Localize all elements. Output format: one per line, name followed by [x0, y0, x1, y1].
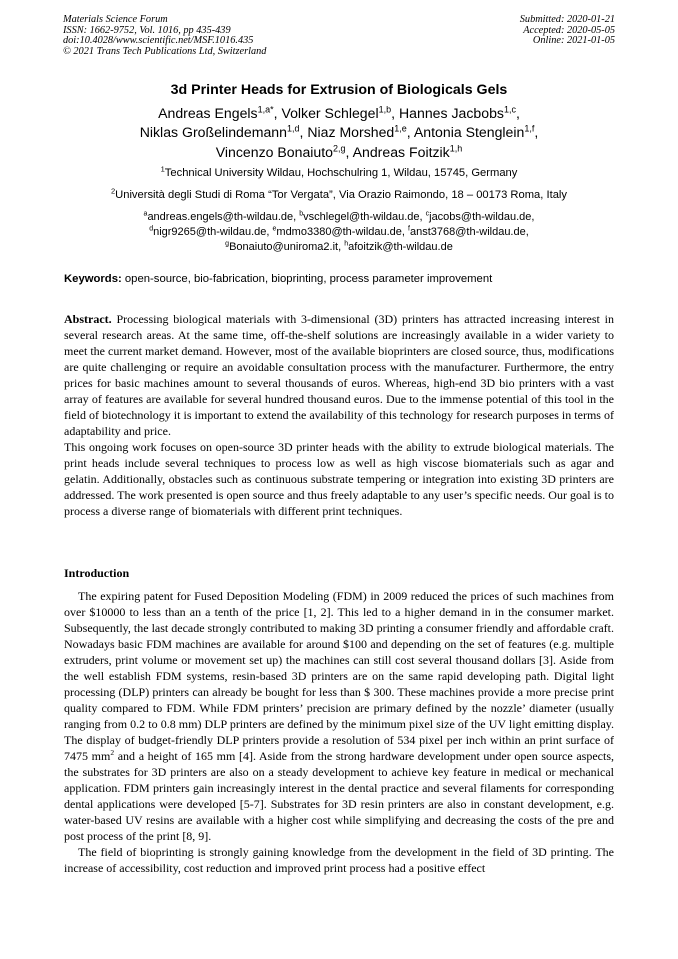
email[interactable]: $^e$mdmo3380@th-wildau.de, — [272, 225, 409, 238]
submitted-date: Submitted: 2020-01-21 — [519, 14, 615, 25]
author: Andreas Engels$^{1,a*}$, — [158, 104, 282, 121]
abstract-paragraph: This ongoing work focuses on open-source 3D printer heads with the ability to extrude biological materials. The print heads include several techniques to process low as well as high viscose biomaterials such as agar and gelatin. Additionally, obstacles such as continuous substrate tempering or integration into existing 3D printers are addressed. The work presented is open source and thus freely adaptable to any user’s specific needs. Our goal is to process a diverse range of biomaterials with different print techniques. — [64, 440, 614, 518]
email[interactable]: $^b$vschlegel@th-wildau.de, — [299, 210, 426, 223]
abstract-label: Abstract. — [64, 312, 112, 326]
affiliation: $^2$Università degli Studi di Roma “Tor Vergata”, Via Orazio Raimondo, 18 – 00173 Roma, Italy — [110, 186, 568, 201]
email[interactable]: $^c$jacobs@th-wildau.de, — [425, 210, 535, 223]
keywords — [64, 273, 624, 285]
email[interactable]: $^g$Bonaiuto@uniroma2.it, — [225, 239, 345, 253]
abstract — [64, 311, 614, 519]
body-paragraph: The field of bioprinting is strongly gaining knowledge from the development in the field of 3D printing. The increase of accessibility, cost reduction and improved print process had a positive effect — [64, 845, 614, 875]
author: Niklas Großelindemann$^{1,d}$, — [139, 123, 308, 141]
issn: ISSN: 1662-9752, Vol. 1016, pp 435-439 — [63, 24, 231, 36]
email[interactable]: $^f$anst3768@th-wildau.de, — [408, 225, 529, 238]
journal-name: Materials Science Forum — [63, 14, 168, 25]
copyright: © 2021 Trans Tech Publications Ltd, Switzerland — [63, 45, 267, 57]
journal-header — [63, 15, 266, 57]
author: Niaz Morshed$^{1,e}$, — [307, 123, 414, 141]
body-paragraph: The expiring patent for Fused Deposition Modeling (FDM) in 2009 reduced the prices of such machines from over $10000 to less than an a tenth of the price [1, 2]. This led to a higher demand in in the consumer market. Subsequently, the last decade strongly contributed to making 3D printing a consumer friendly and affordable craft. Nowadays basic FDM machines are available for around $100 and depending on the set of features (e.g. multiple extruders, print volume or movement set up) the machines can still cost several thousand dollars [3]. Aside from the well establish FDM systems, resin-based 3D printers are on the same rapid developing path. Digital light processing (DLP) printers can already be bought for less than $ 300. These machines provide a more precise print quality compared to FDM. While FDM printers’ precision are primary defined by the nozzle’ diameter (usually ranging from 0.2 to 0.8 mm) DLP printers are defined by the minimum pixel size of the UV light emitting display. The display of budget-friendly DLP printers provide a resolution of 534 pixel per inch within an print surface of 7475 $mm^2$ and a height of 165 mm [4]. Aside from the strong hardware development under open source aspects, the substrates for 3D printers are also on a steady development to achieve key feature in medical or mechanical application. FDM printers gain increasingly interest in the dental practice and several filaments for corresponding dental applications were developed [5-7]. Substrates for 3D resin printers are also in constant development, e.g. water-based UV resins are available with a higher cost while simplifying and decreasing the costs of the pre and post process of the print [8, 9]. — [64, 589, 615, 843]
email[interactable]: $^d$nigr9265@th-wildau.de, — [149, 225, 273, 238]
keywords-label: Keywords: — [64, 273, 122, 285]
email-list — [60, 210, 618, 254]
email[interactable]: $^h$afoitzik@th-wildau.de — [344, 239, 453, 253]
dates-header — [520, 15, 615, 47]
author: Volker Schlegel$^{1,b}$, — [281, 104, 399, 121]
doi: doi:10.4028/www.scientific.net/MSF.1016.435 — [63, 35, 254, 46]
author: Hannes Jacbobs$^{1,c}$, — [398, 104, 520, 121]
author: Andreas Foitzik$^{1,h}$ — [352, 142, 463, 160]
email[interactable]: $^a$andreas.engels@th-wildau.de, — [143, 210, 300, 223]
author: Vincenzo Bonaiuto$^{2,g}$, — [215, 142, 353, 160]
keywords-text: open-source, bio-fabrication, bioprinting, process parameter improvement — [121, 273, 493, 285]
author-list — [40, 104, 638, 162]
online-date: Online: 2021-01-05 — [532, 35, 615, 46]
paper-title: 3d Printer Heads for Extrusion of Biologicals Gels — [170, 82, 508, 98]
accepted-date: Accepted: 2020-05-05 — [523, 24, 615, 36]
abstract-paragraph: Abstract. Processing biological materials with 3-dimensional (3D) printers has attracted increasing interest in several research areas. At the same time, off-the-shelf solutions are increasingly available in a wider variety to meet the current market demand. However, most of the available bioprinters are closed source, thus, modifications are quite challenging or require an avoidable consultation process with the manufacturer. Furthermore, the entry prices for basic machines amount to several thousands of euros. Whereas, high-end 3D bio printers with a vast array of features are available for several hundred thousand euros. Due to the immense potential of this tool in the field of biotechnology it is important to extend the availability of this technology for research purposes in terms of adaptability and price. — [64, 312, 614, 438]
introduction-body — [64, 588, 614, 876]
author: Antonia Stenglein$^{1,f}$, — [413, 123, 539, 141]
section-heading: Introduction — [64, 566, 130, 580]
affiliation: $^1$Technical University Wildau, Hochschulring 1, Wildau, 15745, Germany — [160, 164, 518, 179]
